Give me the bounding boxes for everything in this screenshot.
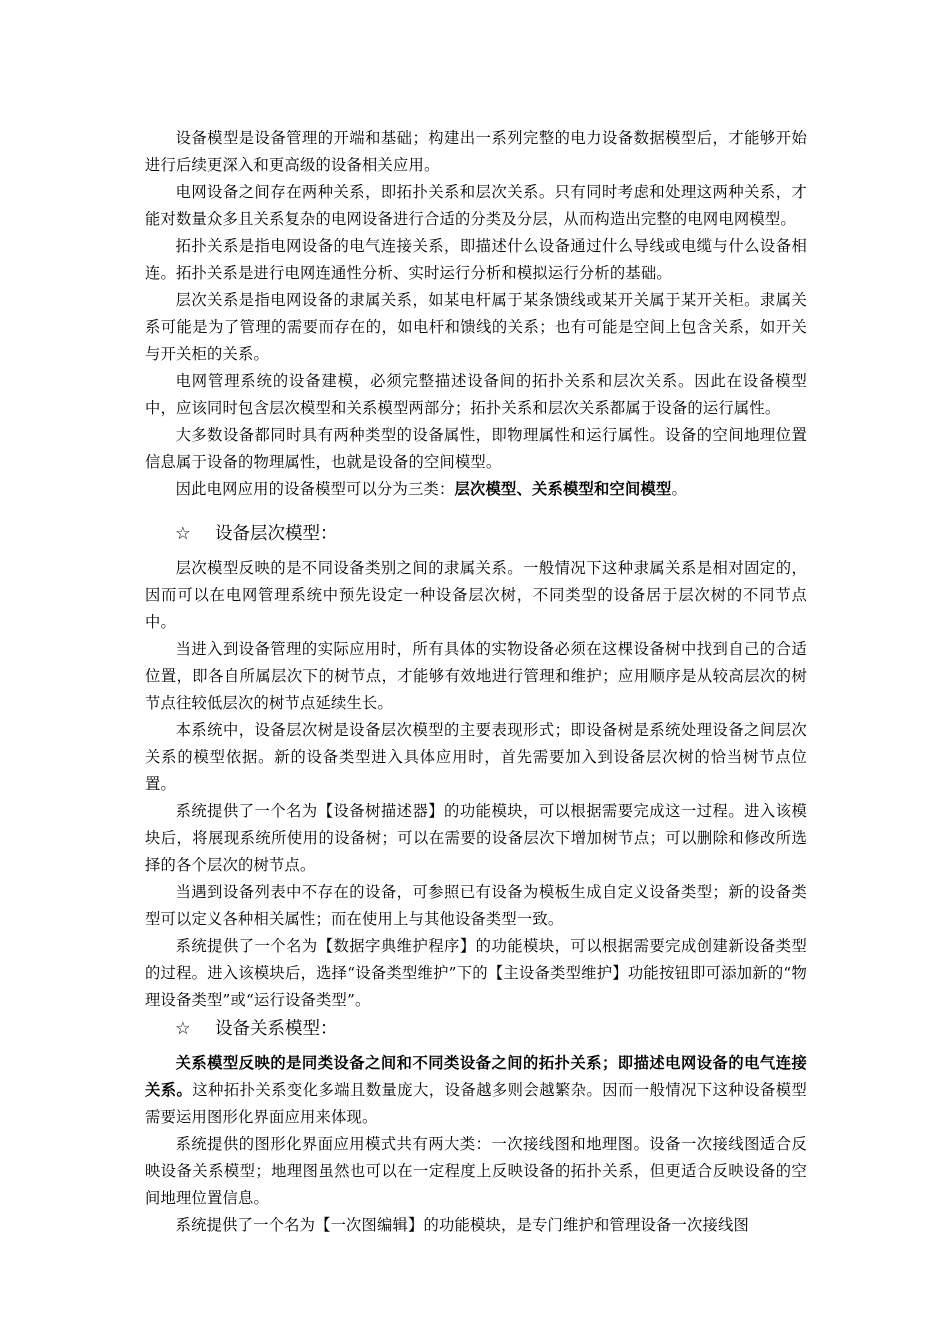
intro-paragraph-4: 层次关系是指电网设备的隶属关系，如某电杆属于某条馈线或某开关属于某开关柜。隶属关系可能是为了管理的需要而存在的，如电杆和馈线的关系；也有可能是空间上包含关系，如开关与开关柜的关系。 [145,291,807,363]
section-heading-hierarchy-model [145,519,807,549]
star-icon: ☆ [175,524,191,544]
document-page [145,125,807,1239]
intro-paragraph-1: 设备模型是设备管理的开端和基础；构建出一系列完整的电力设备数据模型后，才能够开始进行后续更深入和更高级的设备相关应用。 [145,129,807,174]
section-heading-relation-model [145,1014,807,1044]
summary-bold-text: 层次模型、关系模型和空间模型 [454,480,672,498]
intro-paragraph-2: 电网设备之间存在两种关系，即拓扑关系和层次关系。只有同时考虑和处理这两种关系，才能对数量众多且关系复杂的电网设备进行合适的分类及分层，从而构造出完整的电网电网模型。 [145,183,807,228]
summary-prefix: 因此电网应用的设备模型可以分为三类： [175,480,455,498]
section1-paragraph-6: 系统提供了一个名为【数据字典维护程序】的功能模块，可以根据需要完成创建新设备类型的过程。进入该模块后，选择“设备类型维护”下的【主设备类型维护】功能按钮即可添加新的“物理设备类型”或“运行设备类型”。 [145,937,807,1009]
section-title: 设备层次模型： [215,524,338,544]
section2-lead-paragraph [145,1050,807,1131]
star-icon: ☆ [175,1019,191,1039]
section1-paragraph-5: 当遇到设备列表中不存在的设备，可参照已有设备为模板生成自定义设备类型；新的设备类型可以定义各种相关属性；而在使用上与其他设备类型一致。 [145,883,807,928]
section2-lead-bold: 关系模型反映的是同类设备之间和不同类设备之间的拓扑关系；即描述电网设备的电气连接关系。 [145,1054,807,1099]
section2-lead-rest: 这种拓扑关系变化多端且数量庞大，设备越多则会越繁杂。因而一般情况下这种设备模型需要运用图形化界面应用来体现。 [145,1081,807,1126]
summary-suffix: 。 [671,480,688,498]
section1-paragraph-1: 层次模型反映的是不同设备类别之间的隶属关系。一般情况下这种隶属关系是相对固定的，因而可以在电网管理系统中预先设定一种设备层次树，不同类型的设备居于层次树的不同节点中。 [145,559,807,631]
intro-paragraph-6: 大多数设备都同时具有两种类型的设备属性，即物理属性和运行属性。设备的空间地理位置信息属于设备的物理属性，也就是设备的空间模型。 [145,426,807,471]
section2-paragraph-1: 系统提供的图形化界面应用模式共有两大类：一次接线图和地理图。设备一次接线图适合反映设备关系模型；地理图虽然也可以在一定程度上反映设备的拓扑关系，但更适合反映设备的空间地理位置信息。 [145,1135,807,1207]
section2-paragraph-2: 系统提供了一个名为【一次图编辑】的功能模块，是专门维护和管理设备一次接线图 [175,1216,749,1234]
section1-paragraph-2: 当进入到设备管理的实际应用时，所有具体的实物设备必须在这棵设备树中找到自己的合适位置，即各自所属层次下的树节点，才能够有效地进行管理和维护；应用顺序是从较高层次的树节点往较低层次的树节点延续生长。 [145,640,807,712]
section1-paragraph-4: 系统提供了一个名为【设备树描述器】的功能模块，可以根据需要完成这一过程。进入该模块后，将展现系统所使用的设备树；可以在需要的设备层次下增加树节点；可以删除和修改所选择的各个层次的树节点。 [145,802,807,874]
section1-paragraph-3: 本系统中，设备层次树是设备层次模型的主要表现形式；即设备树是系统处理设备之间层次关系的模型依据。新的设备类型进入具体应用时，首先需要加入到设备层次树的恰当树节点位置。 [145,721,807,793]
summary-paragraph [145,476,807,503]
section-title: 设备关系模型： [215,1019,338,1039]
intro-paragraph-5: 电网管理系统的设备建模，必须完整描述设备间的拓扑关系和层次关系。因此在设备模型中，应该同时包含层次模型和关系模型两部分；拓扑关系和层次关系都属于设备的运行属性。 [145,372,807,417]
intro-paragraph-3: 拓扑关系是指电网设备的电气连接关系，即描述什么设备通过什么导线或电缆与什么设备相连。拓扑关系是进行电网连通性分析、实时运行分析和模拟运行分析的基础。 [145,237,807,282]
